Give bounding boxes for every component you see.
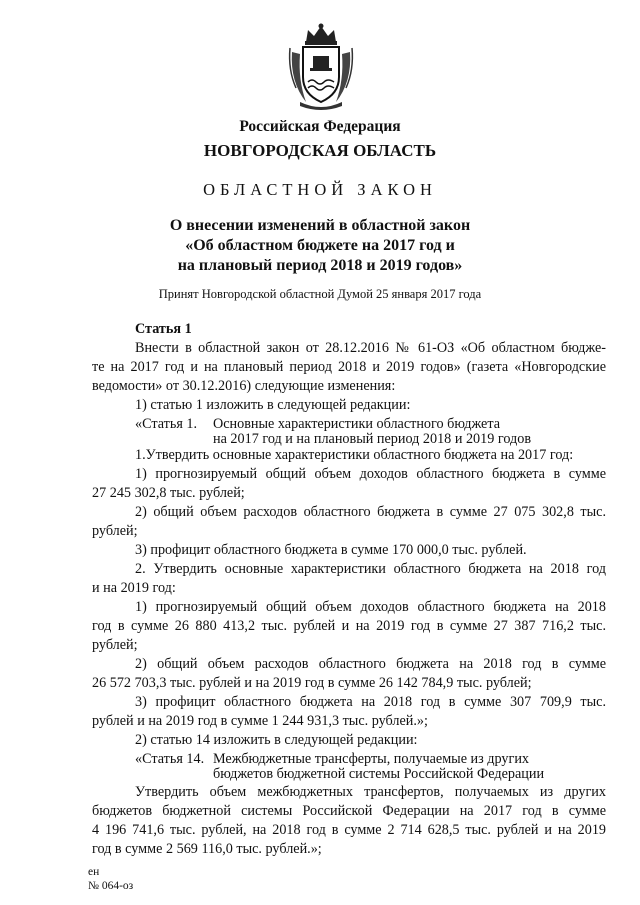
document-type: ОБЛАСТНОЙ ЗАКОН [203,180,437,199]
body-line: рублей; [92,637,138,653]
body-line: 1) прогнозируемый общий объем доходов областного бюджета в сумме [135,466,606,482]
footer-number: № 064-оз [88,880,134,892]
sub-article-label: «Статья 14. [135,751,205,767]
body-line: 1) прогнозируемый общий объем доходов областного бюджета на 2018 [135,599,606,615]
sub-article-title-cont: бюджетов бюджетной системы Российской Федерации [213,766,545,782]
sub-article-title: Межбюджетные трансферты, получаемые из других [213,751,530,767]
body-line: 26 572 703,3 тыс. рублей и на 2019 год в сумме 26 142 784,9 тыс. рублей; [92,675,532,691]
body-line: 2) общий объем расходов областного бюджета на 2018 год в сумме [135,656,606,672]
country-name: Российская Федерация [239,118,401,135]
body-line: Утвердить объем межбюджетных трансфертов, получаемых из других [135,784,606,800]
body-line: 3) профицит областного бюджета в сумме 170 000,0 тыс. рублей. [135,542,527,558]
body-line: год в сумме 2 569 116,0 тыс. рублей.»; [92,841,322,857]
body-line: Внести в областной закон от 28.12.2016 № 61-ОЗ «Об областном бюдже- [135,340,606,356]
body-line: год в сумме 26 880 413,2 тыс. рублей и на 2019 год в сумме 27 387 716,2 тыс. [92,618,606,634]
body-line: 27 245 302,8 тыс. рублей; [92,485,245,501]
law-title-line: «Об областном бюджете на 2017 год и [185,237,455,254]
adoption-note: Принят Новгородской областной Думой 25 января 2017 года [158,287,482,301]
region-name: НОВГОРОДСКАЯ ОБЛАСТЬ [203,141,437,160]
body-line: 4 196 741,6 тыс. рублей, на 2018 год в сумме 2 714 628,5 тыс. рублей и на 2019 [92,822,606,838]
sub-article-title: Основные характеристики областного бюджета [213,416,501,432]
body-line: 2) статью 14 изложить в следующей редакции: [135,732,418,748]
body-line: 2. Утвердить основные характеристики областного бюджета на 2018 год [135,561,606,577]
body-line: ведомости» от 30.12.2016) следующие изменения: [92,378,396,394]
footer-initials: ен [88,866,100,878]
body-line: 1) статью 1 изложить в следующей редакции: [135,397,411,413]
body-line: рублей; [92,523,138,539]
article-heading: Статья 1 [135,321,192,337]
law-title [0,216,640,276]
body-line: и на 2019 год: [92,580,176,596]
body-line: бюджетов бюджетной системы Российской Федерации на 2017 год в сумме [92,803,606,819]
coat-of-arms-emblem [286,22,356,110]
sub-article-label: «Статья 1. [135,416,198,432]
sub-article-title-cont: на 2017 год и на плановый период 2018 и 2019 годов [213,431,532,447]
body-line: те на 2017 год и на плановый период 2018 и 2019 годов» (газета «Новгородские [92,359,606,375]
body-line: 2) общий объем расходов областного бюджета в сумме 27 075 302,8 тыс. [135,504,606,520]
body-line: 3) профицит областного бюджета на 2018 год в сумме 307 709,9 тыс. [135,694,606,710]
law-title-line: О внесении изменений в областной закон [169,217,471,234]
body-line: 1.Утвердить основные характеристики областного бюджета на 2017 год: [135,447,574,463]
law-title-line: на плановый период 2018 и 2019 годов» [177,257,463,274]
body-line: рублей и на 2019 год в сумме 1 244 931,3 тыс. рублей.»; [92,713,428,729]
